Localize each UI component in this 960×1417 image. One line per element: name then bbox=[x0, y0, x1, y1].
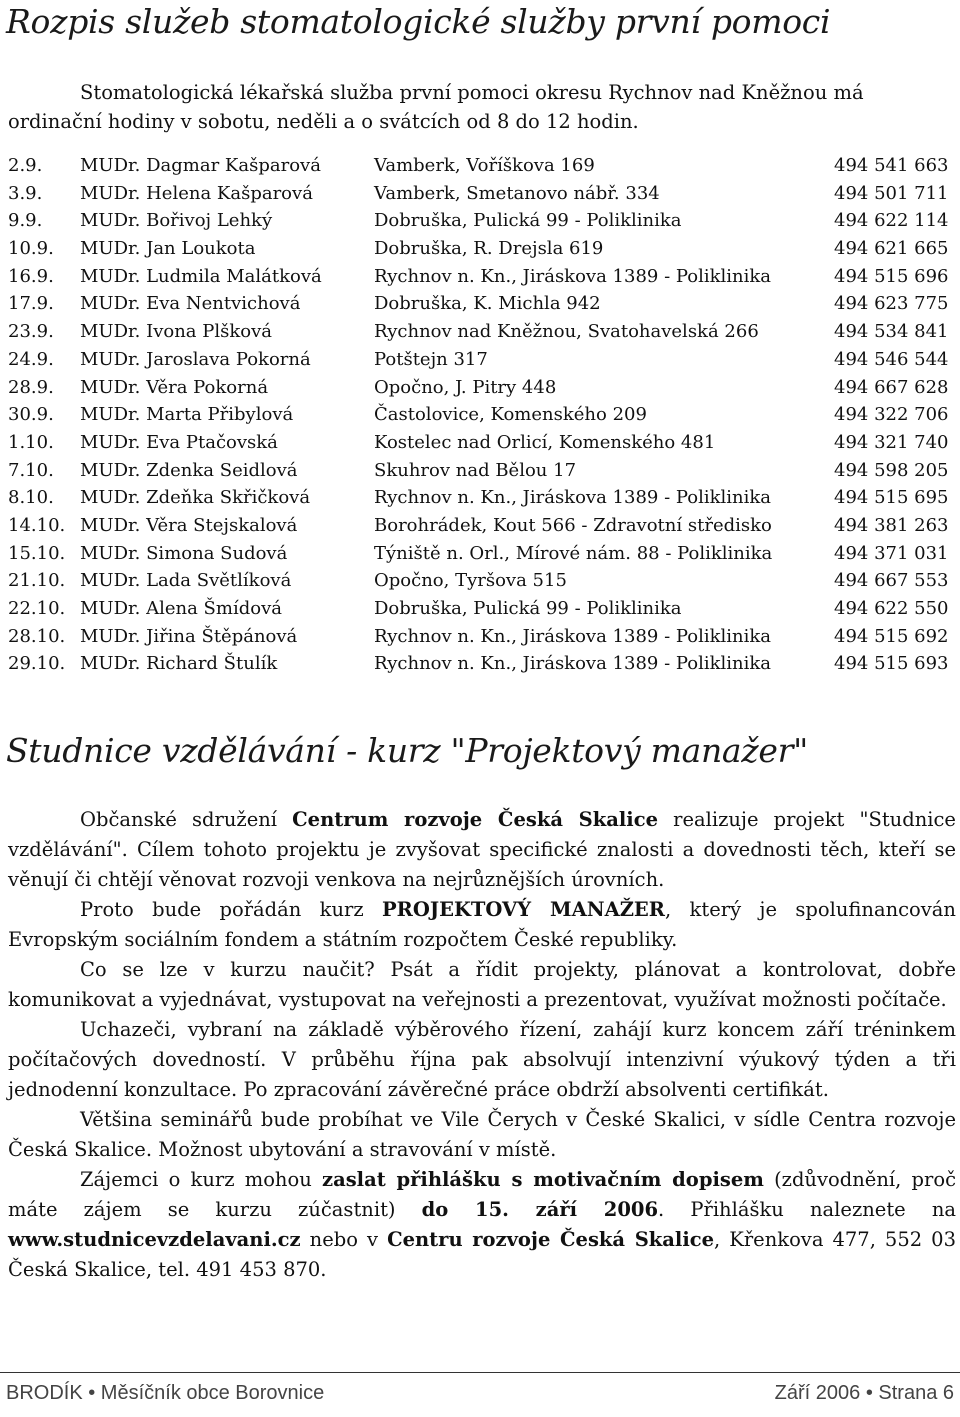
office-address: Opočno, Tyršova 515 bbox=[374, 570, 567, 592]
schedule-intro bbox=[8, 78, 956, 136]
schedule-row bbox=[8, 650, 958, 678]
schedule-table bbox=[8, 152, 958, 678]
schedule-row bbox=[8, 512, 958, 540]
phone-number: 494 381 263 bbox=[834, 514, 949, 536]
doctor-name: MUDr. Ludmila Malátková bbox=[80, 265, 322, 287]
schedule-title: Rozpis služeb stomatologické služby první pomoci bbox=[6, 2, 831, 41]
schedule-row bbox=[8, 290, 958, 318]
schedule-row bbox=[8, 567, 958, 595]
duty-date: 28.10. bbox=[8, 625, 66, 647]
doctor-name: MUDr. Richard Štulík bbox=[80, 653, 278, 675]
doctor-name: MUDr. Jaroslava Pokorná bbox=[80, 348, 311, 370]
office-address: Rychnov n. Kn., Jiráskova 1389 - Poliklinika bbox=[374, 265, 772, 287]
intro-text: Stomatologická lékařská služba první pomoci okresu Rychnov nad Kněžnou má ordinační hodiny v sobotu, neděli a o svátcích od 8 do 12 hodin. bbox=[8, 81, 864, 133]
office-address: Rychnov n. Kn., Jiráskova 1389 - Poliklinika bbox=[374, 487, 772, 509]
office-address: Potštejn 317 bbox=[374, 348, 488, 370]
article-paragraph-1: Občanské sdružení Centrum rozvoje Česká Skalice realizuje projekt "Studnice vzdělávání". Cílem tohoto projektu je zvyšovat specifické znalosti a dovednosti těch, kteří se věnují či chtějí věnovat rozvoji venkova na nejrůznějších úrovních. bbox=[8, 808, 956, 891]
phone-number: 494 515 692 bbox=[834, 625, 949, 647]
doctor-name: MUDr. Simona Sudová bbox=[80, 542, 288, 564]
duty-date: 7.10. bbox=[8, 459, 54, 481]
doctor-name: MUDr. Jan Loukota bbox=[80, 238, 256, 260]
office-address: Vamberk, Smetanovo nábř. 334 bbox=[374, 182, 660, 204]
office-address: Rychnov nad Kněžnou, Svatohavelská 266 bbox=[374, 321, 759, 343]
office-address: Skuhrov nad Bělou 17 bbox=[374, 459, 577, 481]
phone-number: 494 622 114 bbox=[834, 210, 949, 232]
phone-number: 494 623 775 bbox=[834, 293, 949, 315]
article-paragraph-2: Proto bude pořádán kurz PROJEKTOVÝ MANAŽER, který je spolufinancován Evropským sociálním fondem a státním rozpočtem České republiky. bbox=[8, 898, 956, 951]
office-address: Dobruška, K. Michla 942 bbox=[374, 293, 601, 315]
schedule-row bbox=[8, 540, 958, 568]
phone-number: 494 598 205 bbox=[834, 459, 949, 481]
duty-date: 1.10. bbox=[8, 431, 54, 453]
phone-number: 494 515 693 bbox=[834, 653, 949, 675]
article-paragraph-3: Co se lze v kurzu naučit? Psát a řídit projekty, plánovat a kontrolovat, dobře komunikovat a vyjednávat, vystupovat na veřejnosti a prezentovat, využívat možnosti počítače. bbox=[8, 958, 956, 1011]
article-paragraph-4: Uchazeči, vybraní na základě výběrového řízení, zahájí kurz koncem září tréninkem počítačových dovedností. V průběhu října pak absolvují intenzivní výukový týden a tři jednodenní konzultace. Po zpracování závěrečné práce obdrží absolventi certifikát. bbox=[8, 1018, 956, 1101]
doctor-name: MUDr. Marta Přibylová bbox=[80, 404, 294, 426]
office-address: Dobruška, Pulická 99 - Poliklinika bbox=[374, 598, 682, 619]
office-address: Kostelec nad Orlicí, Komenského 481 bbox=[374, 431, 716, 453]
office-address: Rychnov n. Kn., Jiráskova 1389 - Poliklinika bbox=[374, 625, 772, 647]
doctor-name: MUDr. Věra Pokorná bbox=[80, 376, 269, 398]
office-address: Borohrádek, Kout 566 - Zdravotní středisko bbox=[374, 514, 772, 536]
doctor-name: MUDr. Dagmar Kašparová bbox=[80, 155, 321, 176]
doctor-name: MUDr. Jiřina Štěpánová bbox=[80, 625, 298, 647]
footer-page-info: Září 2006 • Strana 6 bbox=[774, 1382, 954, 1404]
duty-date: 24.9. bbox=[8, 348, 54, 370]
schedule-row bbox=[8, 180, 958, 208]
doctor-name: MUDr. Lada Světlíková bbox=[80, 570, 292, 592]
phone-number: 494 321 740 bbox=[834, 431, 949, 453]
deadline: do 15. září 2006 bbox=[421, 1198, 659, 1221]
schedule-row bbox=[8, 374, 958, 402]
schedule-row bbox=[8, 429, 958, 457]
organization-name: Centrum rozvoje Česká Skalice bbox=[292, 808, 658, 831]
phone-number: 494 515 695 bbox=[834, 487, 949, 509]
office-address: Opočno, J. Pitry 448 bbox=[374, 376, 557, 398]
duty-date: 2.9. bbox=[8, 155, 43, 176]
duty-date: 29.10. bbox=[8, 653, 66, 675]
doctor-name: MUDr. Ivona Plšková bbox=[80, 321, 273, 343]
duty-date: 23.9. bbox=[8, 321, 54, 343]
course-name: PROJEKTOVÝ MANAŽER bbox=[382, 898, 666, 921]
phone-number: 494 667 553 bbox=[834, 570, 949, 592]
office-address: Dobruška, R. Drejsla 619 bbox=[374, 238, 604, 260]
duty-date: 3.9. bbox=[8, 182, 43, 204]
schedule-row bbox=[8, 346, 958, 374]
duty-date: 22.10. bbox=[8, 598, 66, 619]
doctor-name: MUDr. Věra Stejskalová bbox=[80, 514, 298, 536]
schedule-row bbox=[8, 207, 958, 235]
article-paragraph-6: Zájemci o kurz mohou zaslat přihlášku s motivačním dopisem (zdůvodnění, proč máte zájem se kurzu zúčastnit) do 15. září 2006. Přihlášku naleznete na www.studnicevzdelavani.cz nebo v Centru rozvoje Česká Skalice, Křenkova 477, 552 03 Česká Skalice, tel. 491 453 870. bbox=[8, 1168, 957, 1281]
footer-publication: BRODÍK • Měsíčník obce Borovnice bbox=[6, 1382, 325, 1404]
schedule-row bbox=[8, 457, 958, 485]
article-paragraph-5: Většina seminářů bude probíhat ve Vile Čerych v České Skalici, v sídle Centra rozvoje Česká Skalice. Možnost ubytování a stravování v místě. bbox=[8, 1108, 956, 1161]
phone-number: 494 534 841 bbox=[834, 321, 949, 343]
schedule-row bbox=[8, 484, 958, 512]
duty-date: 17.9. bbox=[8, 293, 54, 315]
website-link[interactable]: www.studnicevzdelavani.cz bbox=[8, 1228, 301, 1251]
phone-number: 494 322 706 bbox=[834, 404, 949, 426]
phone-number: 494 667 628 bbox=[834, 376, 949, 398]
phone-number: 494 622 550 bbox=[834, 598, 949, 619]
course-title: Studnice vzdělávání - kurz "Projektový manažer" bbox=[6, 731, 808, 770]
schedule-row bbox=[8, 401, 958, 429]
doctor-name: MUDr. Eva Nentvichová bbox=[80, 293, 301, 315]
duty-date: 21.10. bbox=[8, 570, 66, 592]
doctor-name: MUDr. Helena Kašparová bbox=[80, 182, 313, 204]
duty-date: 14.10. bbox=[8, 514, 66, 536]
office-address: Týniště n. Orl., Mírové nám. 88 - Poliklinika bbox=[374, 542, 773, 564]
office-address: Vamberk, Voříškova 169 bbox=[374, 155, 595, 176]
office-address: Častolovice, Komenského 209 bbox=[374, 404, 647, 426]
schedule-row bbox=[8, 152, 958, 180]
doctor-name: MUDr. Alena Šmídová bbox=[80, 598, 282, 619]
course-article bbox=[8, 805, 956, 1285]
doctor-name: MUDr. Bořivoj Lehký bbox=[80, 210, 273, 232]
office-address: Rychnov n. Kn., Jiráskova 1389 - Poliklinika bbox=[374, 653, 772, 675]
schedule-row bbox=[8, 235, 958, 263]
duty-date: 8.10. bbox=[8, 487, 54, 509]
duty-date: 28.9. bbox=[8, 376, 54, 398]
phone-number: 494 541 663 bbox=[834, 155, 949, 176]
duty-date: 16.9. bbox=[8, 265, 54, 287]
phone-number: 494 501 711 bbox=[834, 182, 949, 204]
phone-number: 494 546 544 bbox=[834, 348, 949, 370]
duty-date: 10.9. bbox=[8, 238, 54, 260]
phone-number: 494 515 696 bbox=[834, 265, 949, 287]
duty-date: 9.9. bbox=[8, 210, 43, 232]
schedule-row bbox=[8, 623, 958, 651]
footer-divider bbox=[0, 1372, 960, 1373]
schedule-row bbox=[8, 263, 958, 291]
doctor-name: MUDr. Zdeňka Skřičková bbox=[80, 487, 311, 509]
doctor-name: MUDr. Eva Ptačovská bbox=[80, 431, 278, 453]
phone-number: 494 621 665 bbox=[834, 238, 949, 260]
schedule-row bbox=[8, 318, 958, 346]
office-address: Dobruška, Pulická 99 - Poliklinika bbox=[374, 210, 682, 232]
phone-number: 494 371 031 bbox=[834, 542, 949, 564]
duty-date: 15.10. bbox=[8, 542, 66, 564]
doctor-name: MUDr. Zdenka Seidlová bbox=[80, 459, 298, 481]
duty-date: 30.9. bbox=[8, 404, 54, 426]
schedule-row bbox=[8, 595, 958, 623]
